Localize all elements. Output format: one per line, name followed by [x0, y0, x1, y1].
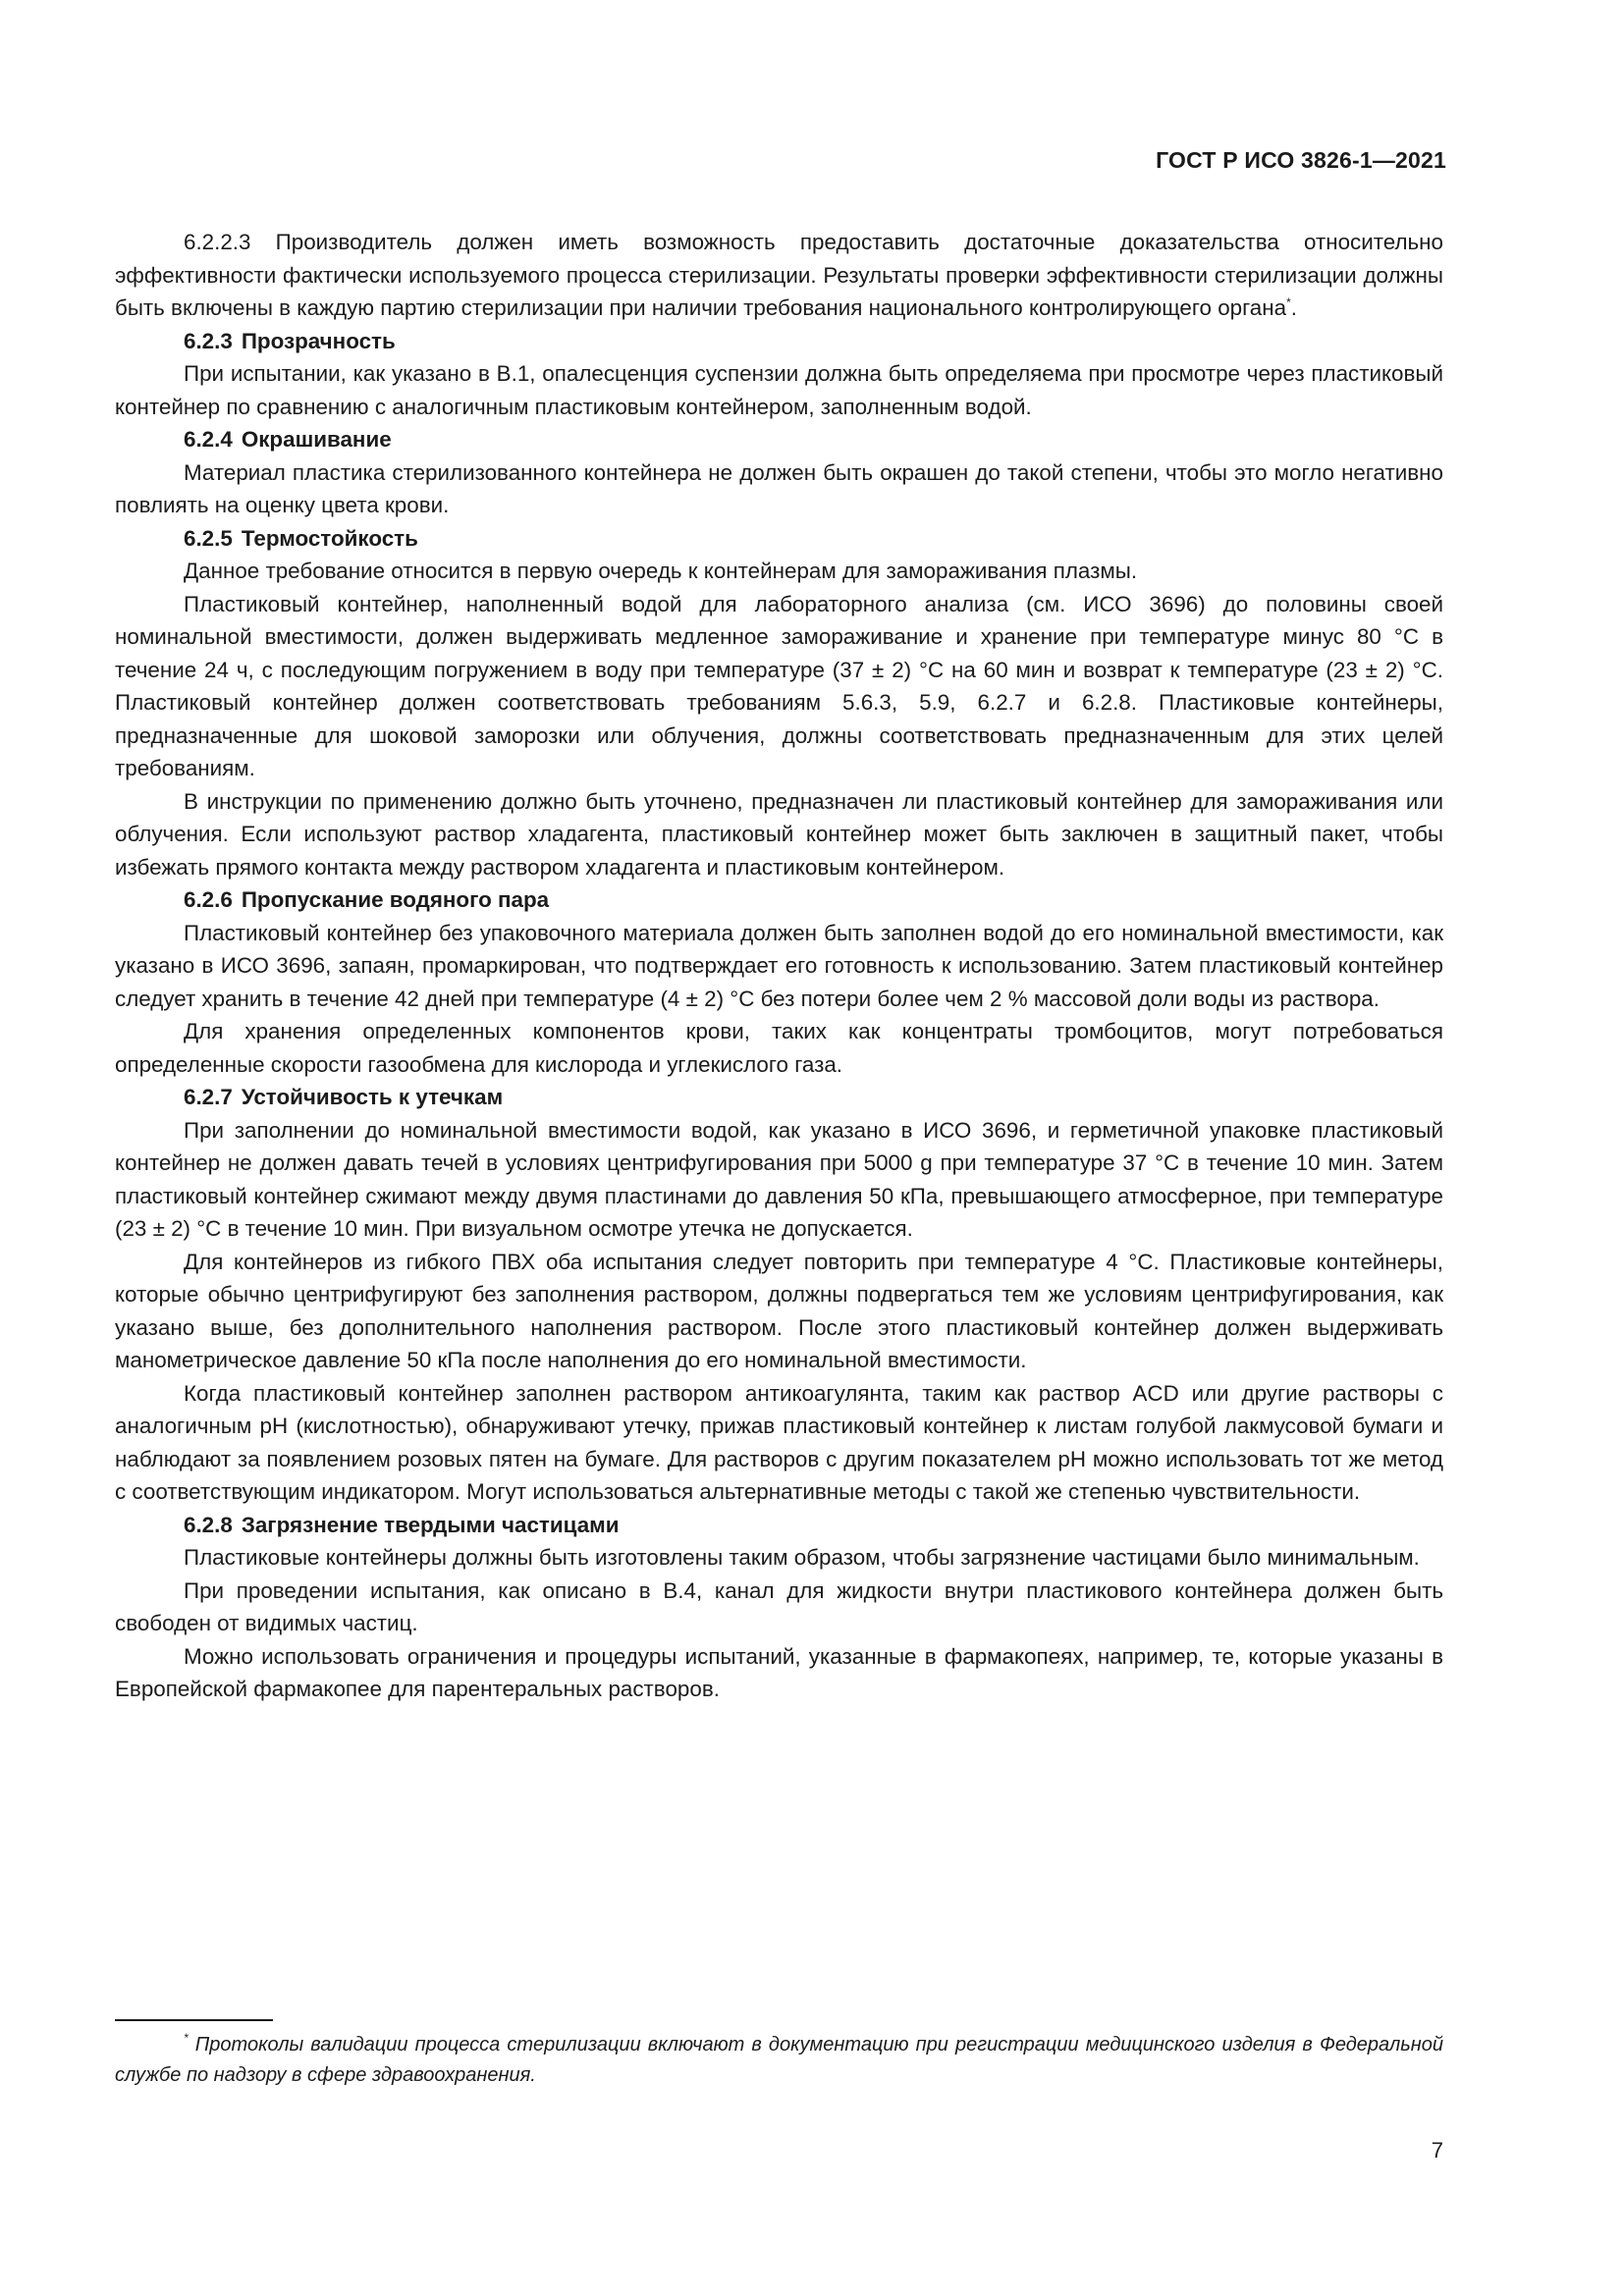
footnote-divider [115, 2019, 273, 2021]
section-number: 6.2.7 [184, 1085, 233, 1109]
footnote-text: Протоколы валидации процесса стерилизации включают в документацию при регистрации медицинского изделия в Федеральной службе по надзору в сфере здравоохранения. [115, 2034, 1443, 2086]
section-heading-6-2-3 [115, 325, 1443, 358]
section-title: Устойчивость к утечкам [241, 1085, 504, 1109]
paragraph-6-2-4: Материал пластика стерилизованного контейнера не должен быть окрашен до такой степени, чтобы это могло негативно повлиять на оценку цвета крови. [115, 459, 1443, 517]
footnote-paragraph [115, 2030, 1443, 2091]
paragraph-6-2-8-c: Можно использовать ограничения и процедуры испытаний, указанные в фармакопеях, например, те, которые указаны в Европейской фармакопее для парентеральных растворов. [115, 1643, 1443, 1701]
section-heading-6-2-8 [115, 1509, 1443, 1542]
paragraph-6-2-8-a: Пластиковые контейнеры должны быть изготовлены таким образом, чтобы загрязнение частицами было минимальным. [184, 1545, 1420, 1570]
section-title: Прозрачность [241, 328, 396, 353]
document-body [115, 226, 1443, 1706]
paragraph-6-2-5-b: Пластиковый контейнер, наполненный водой для лабораторного анализа (см. ИСО 3696) до половины своей номинальной вместимости, должен выдерживать медленное замораживание и хранение при температуре минус 80 °С в течение 24 ч, с последующим погружением в воду при температуре (37 ± 2) °С на 60 мин и возврат к температуре (23 ± 2) °С. Пластиковый контейнер должен соответствовать требованиям 5.6.3, 5.9, 6.2.7 и 6.2.8. Пластиковые контейнеры, предназначенные для шоковой заморозки или облучения, должны соответствовать предназначенным для этих целей требованиям. [115, 591, 1443, 780]
section-title: Термостойкость [241, 525, 418, 551]
section-number: 6.2.3 [184, 328, 233, 353]
paragraph-6-2-8-b: При проведении испытания, как описано в В.4, канал для жидкости внутри пластикового контейнера должен быть свободен от видимых частиц. [115, 1577, 1443, 1635]
paragraph-end: . [1290, 295, 1297, 320]
paragraph-6-2-5-a: Данное требование относится в первую очередь к контейнерам для замораживания плазмы. [184, 559, 1138, 583]
footnote [115, 2030, 1443, 2091]
standard-code-header: ГОСТ Р ИСО 3826-1—2021 [1156, 147, 1446, 173]
paragraph-6-2-7-c: Когда пластиковый контейнер заполнен раствором антикоагулянта, таким как раствор ACD или другие растворы с аналогичным pH (кислотностью), обнаруживают утечку, прижав пластиковый контейнер к листам голубой лакмусовой бумаги и наблюдают за появлением розовых пятен на бумаге. Для растворов с другим показателем pH можно использовать тот же метод с соответствующим индикатором. Могут использоваться альтернативные методы с такой же степенью чувствительности. [115, 1380, 1443, 1504]
section-number: 6.2.5 [184, 525, 233, 551]
paragraph-6-2-2-3 [115, 226, 1443, 325]
section-heading-6-2-7 [115, 1081, 1443, 1114]
section-heading-6-2-4 [115, 423, 1443, 456]
section-heading-6-2-6 [115, 883, 1443, 917]
paragraph-6-2-7-a: При заполнении до номинальной вместимости водой, как указано в ИСО 3696, и герметичной упаковке пластиковый контейнер не должен давать течей в условиях центрифугирования при 5000 g при температуре 37 °С в течение 10 мин. Затем пластиковый контейнер сжимают между двумя пластинами до давления 50 кПа, превышающего атмосферное, при температуре (23 ± 2) °С в течение 10 мин. При визуальном осмотре утечка не допускается. [115, 1117, 1443, 1241]
section-title: Загрязнение твердыми частицами [241, 1512, 620, 1537]
footnote-mark: * [184, 2031, 189, 2045]
section-heading-6-2-5 [115, 522, 1443, 556]
paragraph-6-2-3: При испытании, как указано в В.1, опалесценция суспензии должна быть определяема при просмотре через пластиковый контейнер по сравнению с аналогичным пластиковым контейнером, заполненным водой. [115, 361, 1443, 419]
paragraph-6-2-7-b: Для контейнеров из гибкого ПВХ оба испытания следует повторить при температуре 4 °С. Пластиковые контейнеры, которые обычно центрифугируют без заполнения раствором, должны подвергаться тем же условиям центрифугирования, как указано выше, без дополнительного наполнения раствором. После этого пластиковый контейнер должен выдерживать манометрическое давление 50 кПа после наполнения до его номинальной вместимости. [115, 1249, 1443, 1372]
section-number: 6.2.8 [184, 1512, 233, 1537]
section-title: Пропускание водяного пара [241, 887, 550, 912]
paragraph-6-2-6-b: Для хранения определенных компонентов крови, таких как концентраты тромбоцитов, могут потребоваться определенные скорости газообмена для кислорода и углекислого газа. [115, 1019, 1443, 1077]
footnote-reference[interactable]: * [1286, 295, 1291, 309]
section-number: 6.2.4 [184, 427, 233, 452]
paragraph-6-2-5-c: В инструкции по применению должно быть уточнено, предназначен ли пластиковый контейнер для замораживания или облучения. Если используют раствор хладагента, пластиковый контейнер может быть заключен в защитный пакет, чтобы избежать прямого контакта между раствором хладагента и пластиковым контейнером. [115, 788, 1443, 880]
page-number: 7 [1431, 2138, 1443, 2163]
section-number: 6.2.6 [184, 887, 233, 912]
paragraph-text: 6.2.2.3 Производитель должен иметь возможность предоставить достаточные доказательства относительно эффективности фактически используемого процесса стерилизации. Результаты проверки эффективности стерилизации должны быть включены в каждую партию стерилизации при наличии требования национального контролирующего органа [115, 230, 1443, 320]
section-title: Окрашивание [241, 427, 392, 452]
paragraph-6-2-6-a: Пластиковый контейнер без упаковочного материала должен быть заполнен водой до его номинальной вместимости, как указано в ИСО 3696, запаян, промаркирован, что подтверждает его готовность к использованию. Затем пластиковый контейнер следует хранить в течение 42 дней при температуре (4 ± 2) °С без потери более чем 2 % массовой доли воды из раствора. [115, 920, 1443, 1011]
